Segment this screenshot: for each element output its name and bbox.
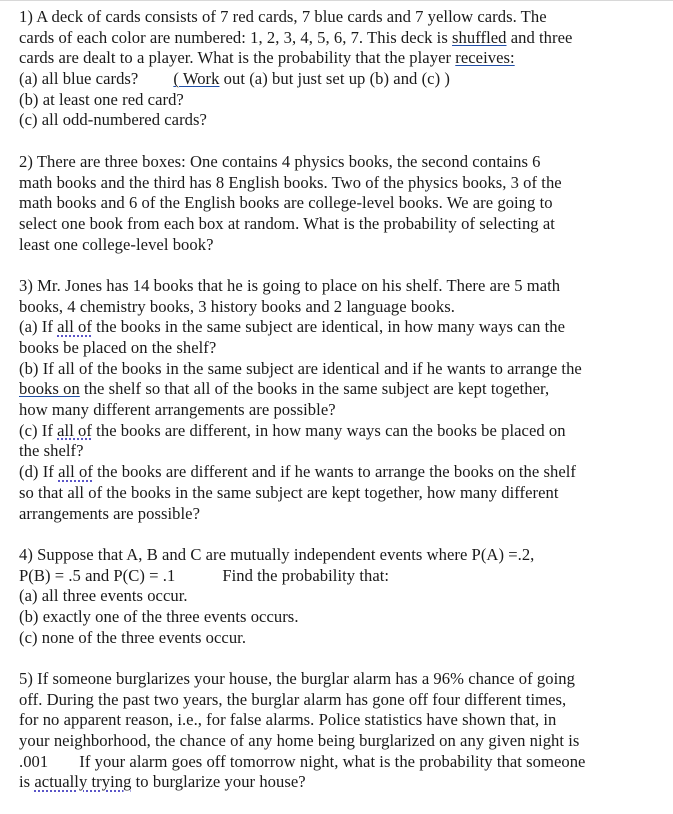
text-line: (a) If all of the books in the same subject are identical, in how many ways can the <box>19 317 566 337</box>
text-line: (d) If all of the books are different and if he wants to arrange the books on the shelf <box>19 462 577 482</box>
text-line: 3) Mr. Jones has 14 books that he is going to place on his shelf. There are 5 math <box>19 275 561 295</box>
text-line: books on the shelf so that all of the books in the same subject are kept together, <box>19 379 550 399</box>
text-line: so that all of the books in the same subject are kept together, how many different <box>19 482 559 502</box>
spellcheck-underline: shuffled <box>452 27 507 47</box>
text-line: math books and the third has 8 English books. Two of the physics books, 3 of the <box>19 172 562 192</box>
text-line: (b) at least one red card? <box>19 89 184 109</box>
text-line: the shelf? <box>19 441 84 461</box>
text-line: (a) all three events occur. <box>19 586 188 606</box>
text-line: how many different arrangements are possible? <box>19 400 336 420</box>
text-line: (b) If all of the books in the same subject are identical and if he wants to arrange the <box>19 358 582 378</box>
grammar-underline: all of <box>57 420 92 440</box>
document-content <box>19 7 667 814</box>
text-line: math books and 6 of the English books are college-level books. We are going to <box>19 193 553 213</box>
text-line: (a) all blue cards? ( Work out (a) but just set up (b) and (c) ) <box>19 69 450 89</box>
text-line: your neighborhood, the chance of any home being burglarized on any given night is <box>19 731 580 751</box>
text-line: 4) Suppose that A, B and C are mutually independent events where P(A) =.2, <box>19 544 535 564</box>
problem-3 <box>19 276 667 524</box>
text-line: books, 4 chemistry books, 3 history books and 2 language books. <box>19 296 455 316</box>
text-line: 5) If someone burglarizes your house, the burglar alarm has a 96% chance of going <box>19 669 575 688</box>
text-line: is actually trying to burglarize your house? <box>19 772 306 792</box>
text-line: select one book from each box at random. What is the probability of selecting at <box>19 213 555 233</box>
problem-2 <box>19 152 667 255</box>
text-line: cards are dealt to a player. What is the probability that the player receives: <box>19 48 515 68</box>
text-line: 1) A deck of cards consists of 7 red cards, 7 blue cards and 7 yellow cards. The <box>19 7 547 26</box>
problem-4 <box>19 545 667 648</box>
text-line: (b) exactly one of the three events occurs. <box>19 606 299 626</box>
text-line: off. During the past two years, the burglar alarm has gone off four different times, <box>19 689 567 709</box>
spellcheck-underline: ( Work <box>173 69 220 89</box>
text-line: P(B) = .5 and P(C) = .1 Find the probability that: <box>19 565 390 585</box>
grammar-underline: actually trying <box>34 772 132 792</box>
spellcheck-underline: books on <box>19 379 80 399</box>
text-line: (c) If all of the books are different, in how many ways can the books be placed on <box>19 420 566 440</box>
problem-1 <box>19 7 667 131</box>
text-line: 2) There are three boxes: One contains 4 physics books, the second contains 6 <box>19 151 541 171</box>
text-line: arrangements are possible? <box>19 503 200 523</box>
text-line: books be placed on the shelf? <box>19 338 217 357</box>
text-line: (c) all odd-numbered cards? <box>19 110 207 130</box>
grammar-underline: all of <box>58 462 93 482</box>
text-line: cards of each color are numbered: 1, 2, 3, 4, 5, 6, 7. This deck is shuffled and three <box>19 27 573 47</box>
text-line: (c) none of the three events occur. <box>19 627 247 647</box>
problem-5 <box>19 669 667 793</box>
spellcheck-underline: receives: <box>455 48 515 68</box>
text-line: for no apparent reason, i.e., for false alarms. Police statistics have shown that, in <box>19 710 557 730</box>
text-line: .001 If your alarm goes off tomorrow night, what is the probability that someone <box>19 751 586 771</box>
text-line: least one college-level book? <box>19 234 214 254</box>
grammar-underline: all of <box>57 317 92 337</box>
